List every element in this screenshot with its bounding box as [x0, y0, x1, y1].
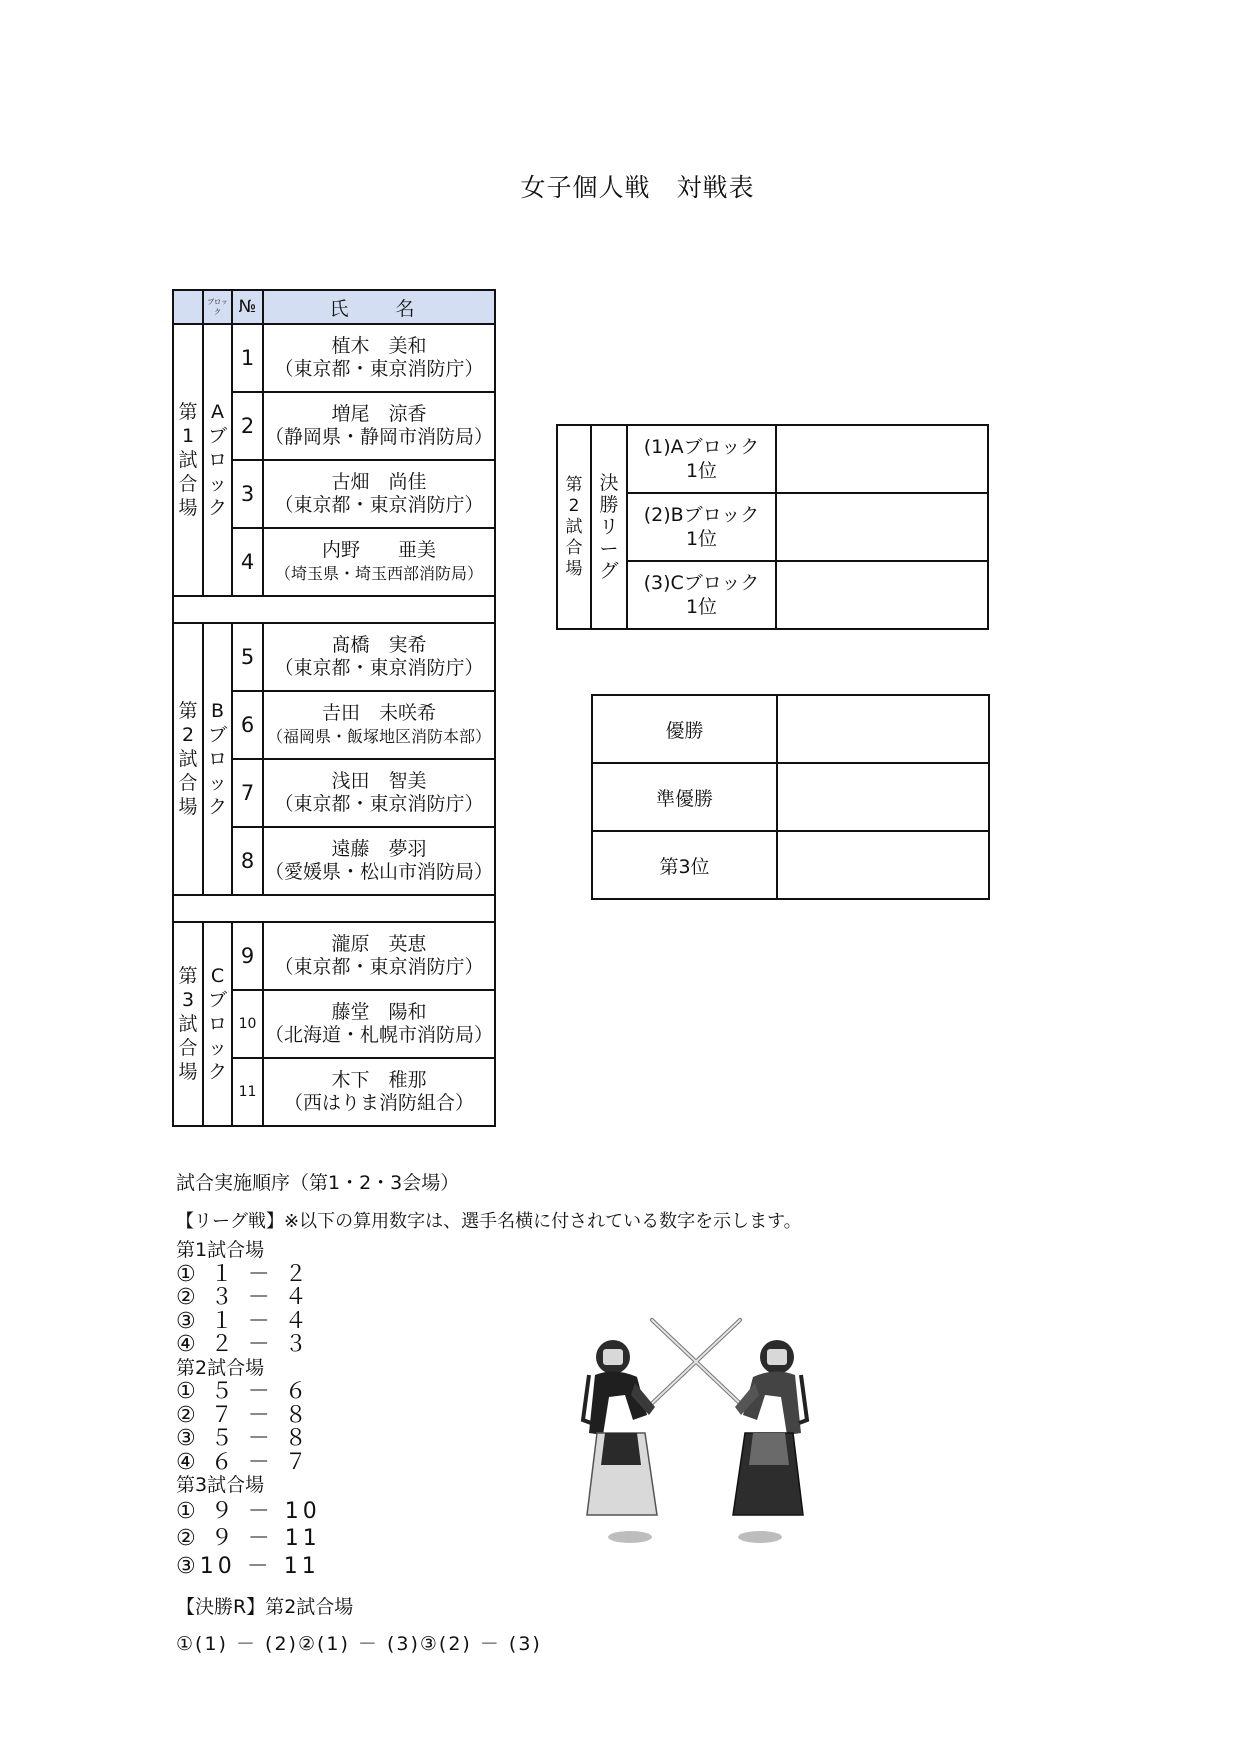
- player-name: 内野 亜美: [321, 539, 436, 561]
- player-cell: [263, 460, 495, 528]
- place-champion: 優勝: [592, 695, 777, 763]
- player-no: 3: [232, 460, 263, 528]
- player-no: 8: [232, 827, 263, 895]
- page-title: 女子個人戦 対戦表: [520, 173, 755, 202]
- table-row: [173, 324, 495, 392]
- player-no: 1: [232, 324, 263, 392]
- player-name: 藤堂 陽和: [331, 1001, 427, 1023]
- player-cell: [263, 922, 495, 990]
- podium-table: [591, 694, 990, 900]
- block-cell: B ブ ロ ッ ク: [203, 623, 232, 895]
- player-cell: [263, 392, 495, 460]
- match-line: ④ ６ － ７: [176, 1449, 311, 1475]
- venue-label: 第1試合場: [176, 1239, 265, 1261]
- result-cell[interactable]: [776, 493, 988, 561]
- player-org: （福岡県・飯塚地区消防本部）: [266, 727, 491, 746]
- final-round-matches: ①(1) － (2)②(1) － (3)③(2) － (3): [176, 1632, 542, 1655]
- match-line: ③10 － 11: [176, 1553, 320, 1579]
- player-name: 増尾 涼香: [331, 403, 427, 425]
- player-cell: [263, 691, 495, 759]
- match-line: ② ７ － ８: [176, 1402, 311, 1428]
- player-no: 2: [232, 392, 263, 460]
- player-org: （東京都・東京消防庁）: [274, 358, 484, 380]
- place-runner-up: 準優勝: [592, 763, 777, 831]
- player-name: 髙橋 実希: [331, 634, 427, 656]
- match-line: ① ９ － 10: [176, 1498, 321, 1524]
- match-line: ① ５ － ６: [176, 1379, 311, 1404]
- result-cell[interactable]: [776, 561, 988, 629]
- player-name: 浅田 智美: [331, 770, 427, 792]
- venue-label: 第3試合場: [176, 1474, 265, 1496]
- player-name: 遠藤 夢羽: [331, 838, 427, 860]
- table-row: [592, 831, 989, 899]
- player-org: （愛媛県・松山市消防局）: [264, 861, 493, 883]
- player-cell: [263, 827, 495, 895]
- block-cell: A ブ ロ ッ ク: [203, 324, 232, 596]
- player-cell: [263, 528, 495, 596]
- venue-cell: 第 3 試 合 場: [173, 922, 203, 1126]
- player-no: 10: [232, 990, 263, 1058]
- player-name: 𠮷田 未咲希: [321, 702, 436, 724]
- final-league-table: [556, 424, 989, 630]
- header-name: 氏 名: [263, 290, 495, 324]
- player-no: 6: [232, 691, 263, 759]
- venue-label: 第2試合場: [176, 1356, 265, 1379]
- roster-header: [173, 290, 495, 324]
- spacer-row: [173, 596, 495, 623]
- seed-cell: (2)Bブロック 1位: [627, 493, 776, 561]
- table-row: [173, 623, 495, 691]
- final-round-label: 【決勝R】第2試合場: [176, 1595, 354, 1618]
- player-org: （東京都・東京消防庁）: [274, 956, 484, 978]
- player-name: 植木 美和: [331, 335, 427, 357]
- match-line: ② ９ － 11: [176, 1525, 321, 1551]
- seed-cell: (3)Cブロック 1位: [627, 561, 776, 629]
- player-cell: [263, 990, 495, 1058]
- spacer-row: [173, 895, 495, 922]
- result-cell[interactable]: [777, 831, 989, 899]
- venue-cell: 第 1 試 合 場: [173, 324, 203, 596]
- player-name: 古畑 尚佳: [331, 471, 427, 493]
- player-org: （東京都・東京消防庁）: [274, 494, 484, 516]
- schedule-title: 試合実施順序（第1・2・3会場）: [176, 1172, 460, 1194]
- player-cell: [263, 324, 495, 392]
- match-line: ④ ２ － ３: [176, 1332, 311, 1357]
- schedule-note: 【リーグ戦】※以下の算用数字は、選手名横に付されている数字を示します。: [176, 1211, 802, 1232]
- finals-venue-cell: 第 2 試 合 場: [557, 425, 591, 629]
- player-org: （東京都・東京消防庁）: [274, 657, 484, 679]
- venue-cell: 第 2 試 合 場: [173, 623, 203, 895]
- header-block: ブロック: [203, 290, 232, 324]
- player-cell: [263, 623, 495, 691]
- player-no: 4: [232, 528, 263, 596]
- player-org: （北海道・札幌市消防局）: [264, 1024, 493, 1046]
- roster-table: [172, 289, 496, 1127]
- player-org: （東京都・東京消防庁）: [274, 793, 484, 815]
- header-no: №: [232, 290, 263, 324]
- match-line: ③ １ － ４: [176, 1308, 311, 1334]
- block-cell: C ブ ロ ッ ク: [203, 922, 232, 1126]
- match-line: ③ ５ － ８: [176, 1426, 311, 1451]
- table-row: [592, 695, 989, 763]
- result-cell[interactable]: [777, 763, 989, 831]
- player-no: 11: [232, 1058, 263, 1126]
- kendo-illustration-icon: [575, 1315, 820, 1555]
- header-venue: [173, 290, 203, 324]
- player-cell: [263, 1058, 495, 1126]
- player-org: （埼玉県・埼玉西部消防局）: [274, 564, 483, 583]
- table-row: [557, 425, 988, 493]
- table-row: [592, 763, 989, 831]
- player-name: 木下 稚那: [331, 1069, 427, 1091]
- match-line: ② ３ － ４: [176, 1285, 311, 1310]
- table-row: [173, 922, 495, 990]
- result-cell[interactable]: [776, 425, 988, 493]
- player-no: 7: [232, 759, 263, 827]
- player-org: （静岡県・静岡市消防局）: [264, 426, 493, 448]
- match-line: ① １ － ２: [176, 1261, 311, 1287]
- player-no: 9: [232, 922, 263, 990]
- player-no: 5: [232, 623, 263, 691]
- finals-league-cell: 決 勝 リ ー グ: [591, 425, 627, 629]
- player-org: （西はりま消防組合）: [283, 1092, 474, 1114]
- result-cell[interactable]: [777, 695, 989, 763]
- player-name: 瀧原 英恵: [331, 933, 427, 955]
- place-third: 第3位: [592, 831, 777, 899]
- player-cell: [263, 759, 495, 827]
- seed-cell: (1)Aブロック 1位: [627, 425, 776, 493]
